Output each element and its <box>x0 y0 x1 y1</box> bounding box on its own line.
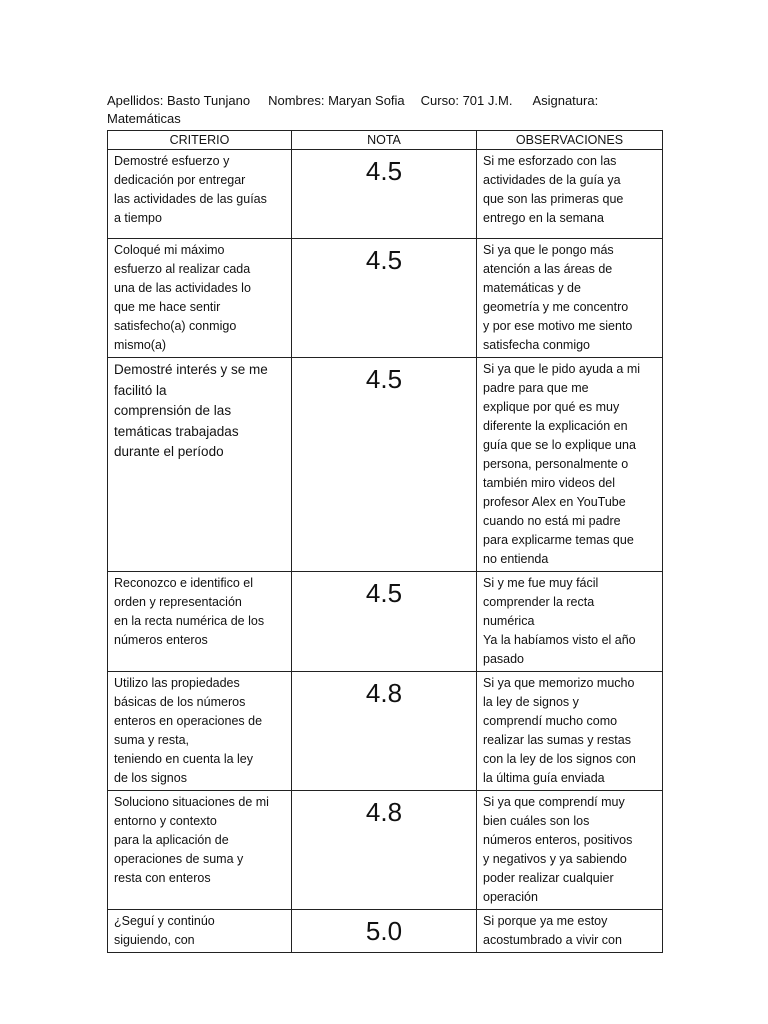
nombres-label: Nombres: Maryan Sofia <box>268 93 405 108</box>
criterio-cell: Coloqué mi máximo esfuerzo al realizar cada una de las actividades lo que me hace sentir satisfecho(a) conmigo mismo(a) <box>108 239 292 358</box>
table-row <box>108 910 663 953</box>
criterio-cell: Reconozco e identifico el orden y representación en la recta numérica de los números enteros <box>108 572 292 672</box>
table-row <box>108 791 663 910</box>
nota-cell: 5.0 <box>292 910 477 953</box>
observaciones-cell: Si y me fue muy fácil comprender la recta numérica Ya la habíamos visto el año pasado <box>477 572 663 672</box>
observaciones-cell: Si ya que comprendí muy bien cuáles son los números enteros, positivos y negativos y ya sabiendo poder realizar cualquier operación <box>477 791 663 910</box>
nota-cell: 4.5 <box>292 358 477 572</box>
document-header <box>107 92 667 128</box>
table-header-row <box>108 131 663 150</box>
nota-cell: 4.5 <box>292 239 477 358</box>
observaciones-cell: Si ya que le pido ayuda a mi padre para que me explique por qué es muy diferente la explicación en guía que se lo explique una persona, personalmente o también miro videos del profesor Alex en YouTube cuando no está mi padre para explicarme temas que no entienda <box>477 358 663 572</box>
asignatura-label: Asignatura: <box>532 93 599 108</box>
curso-label: Curso: 701 J.M. <box>420 93 513 108</box>
criterio-cell: Demostré esfuerzo y dedicación por entregar las actividades de las guías a tiempo <box>108 150 292 239</box>
nota-cell: 4.8 <box>292 672 477 791</box>
criterio-cell: ¿Seguí y continúo siguiendo, con <box>108 910 292 953</box>
nota-cell: 4.5 <box>292 150 477 239</box>
asignatura-value: Matemáticas <box>107 111 181 126</box>
nota-cell: 4.5 <box>292 572 477 672</box>
apellidos-label: Apellidos: Basto Tunjano <box>107 93 251 108</box>
criterio-cell: Demostré interés y se me facilitó la comprensión de las temáticas trabajadas durante el período <box>108 358 292 572</box>
observaciones-cell: Si me esforzado con las actividades de la guía ya que son las primeras que entrego en la semana <box>477 150 663 239</box>
table-row <box>108 150 663 239</box>
column-header-nota: NOTA <box>292 131 477 150</box>
table-row <box>108 239 663 358</box>
observaciones-cell: Si ya que memorizo mucho la ley de signos y comprendí mucho como realizar las sumas y restas con la ley de los signos con la última guía enviada <box>477 672 663 791</box>
table-row <box>108 572 663 672</box>
table-row <box>108 358 663 572</box>
observaciones-cell: Si porque ya me estoy acostumbrado a vivir con <box>477 910 663 953</box>
table-row <box>108 672 663 791</box>
criterio-cell: Soluciono situaciones de mi entorno y contexto para la aplicación de operaciones de suma y resta con enteros <box>108 791 292 910</box>
evaluation-table <box>107 130 663 953</box>
observaciones-cell: Si ya que le pongo más atención a las áreas de matemáticas y de geometría y me concentro y por ese motivo me siento satisfecha conmigo <box>477 239 663 358</box>
column-header-observaciones: OBSERVACIONES <box>477 131 663 150</box>
nota-cell: 4.8 <box>292 791 477 910</box>
column-header-criterio: CRITERIO <box>108 131 292 150</box>
criterio-cell: Utilizo las propiedades básicas de los números enteros en operaciones de suma y resta, teniendo en cuenta la ley de los signos <box>108 672 292 791</box>
